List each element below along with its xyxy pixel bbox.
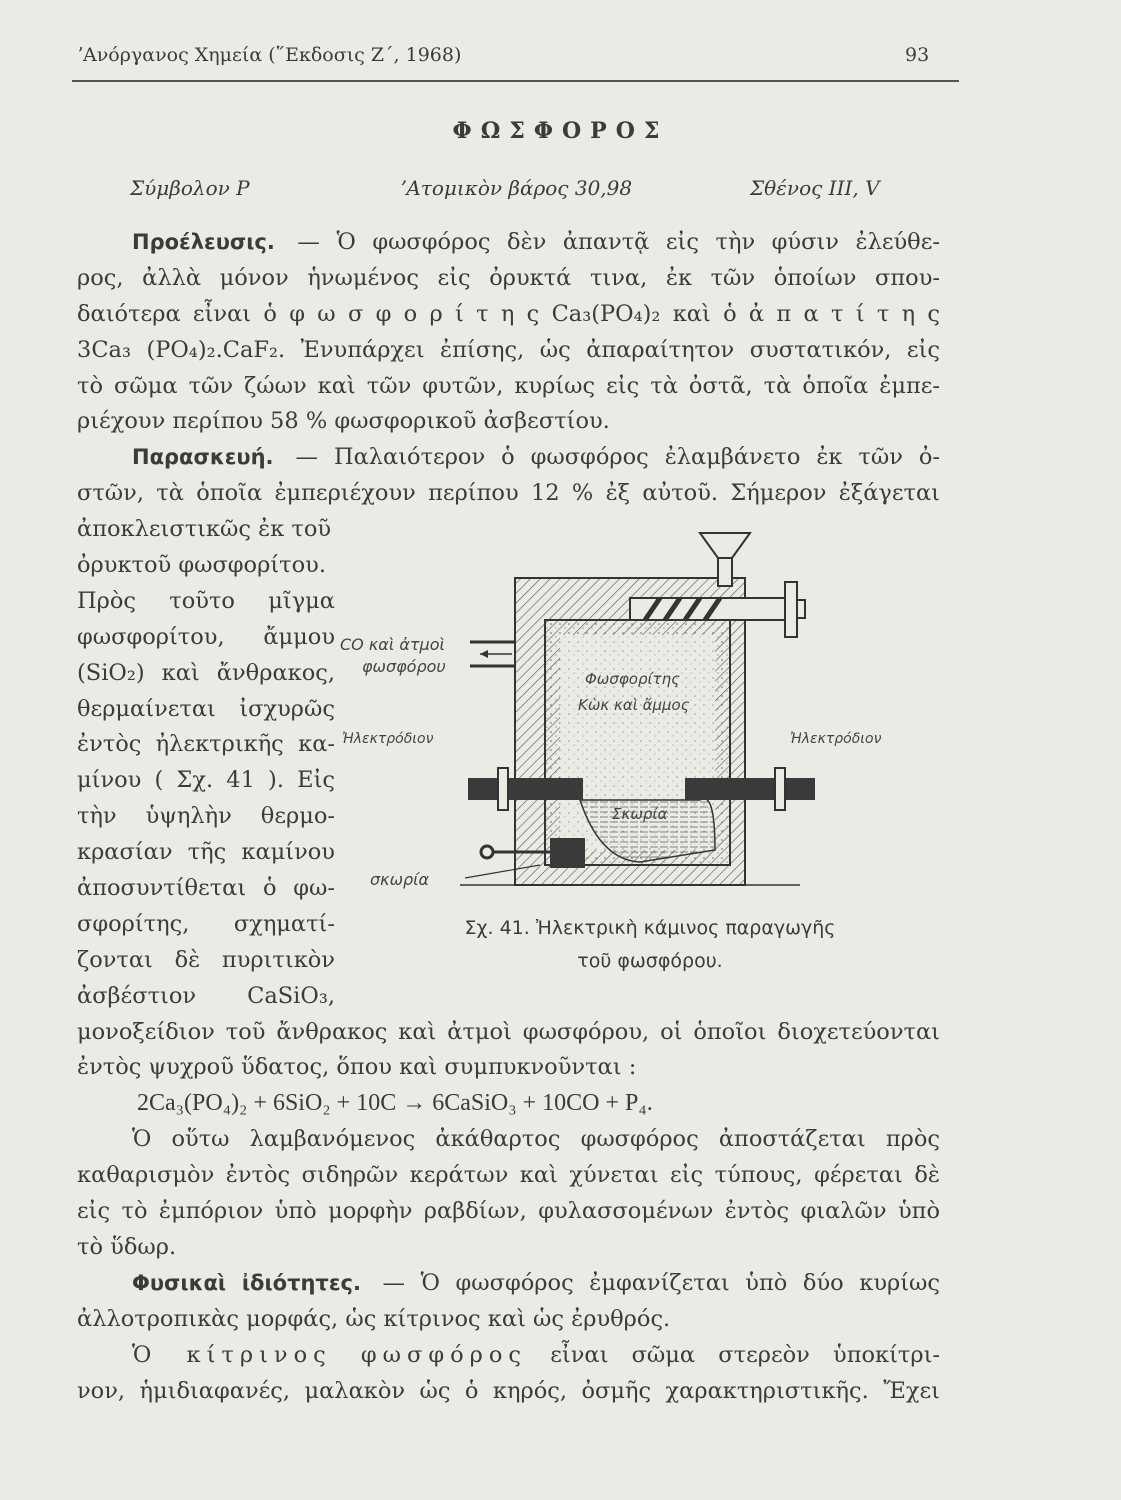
text-line [77,1050,940,1086]
text-line [77,692,335,728]
header-rule [72,80,959,82]
line-text: — Παλαιότερον ὁ φωσφόρος ἐλαμβάνετο ἐκ τῶν ὀ- [295,444,940,471]
section-heading: Προέλευσις. [132,230,275,254]
text-line [77,548,335,584]
line-text: Ὁ οὕτω λαμβανόμενος ἀκάθαρτος φωσφόρος ἀποστάζεται πρὸς [132,1126,940,1153]
line-text: εἶναι σῶμα στερεὸν ὑποκίτρι- [550,1341,941,1368]
text-line [77,512,335,548]
text-line [77,1374,940,1410]
line-text: 3Ca₃ (PO₄)₂.CaF₂. Ἐνυπάρχει ἐπίσης, ὡς ἀπαραίτητον συστατικόν, εἰς [77,336,940,363]
line-text: ριέχουν περίπου 58 % φωσφορικοῦ ἀσβεστίου. [77,408,610,435]
line-text: κρασίαν τῆς καμίνου [77,839,335,866]
text-line [77,871,335,907]
text-line [77,476,940,512]
line-text: στῶν, τὰ ὁποῖα ἐμπεριέχουν περίπου 12 % ἐξ αὐτοῦ. Σήμερον ἐξάγεται [77,480,940,507]
line-text: ἀλλοτροπικὰς μορφάς, ὡς κίτρινος καὶ ὡς ἐρυθρός. [77,1305,671,1332]
text-line [77,584,335,620]
text-line [77,369,940,405]
text-line [77,835,335,871]
line-text: τὴν ὑψηλὴν θερμο- [77,803,335,830]
label-slag-out: σκωρία [370,870,430,889]
text-line [77,404,940,440]
label-charge-1: Φωσφορίτης [585,670,680,688]
text-line [77,1158,940,1194]
text-line [77,727,335,763]
line-text: ἀποκλειστικῶς ἐκ τοῦ [77,516,332,543]
line-text: ζονται δὲ πυριτικὸν [77,946,335,973]
line-text: σφορίτης, σχηματί- [77,910,335,937]
gas-arrow-icon [480,650,512,658]
text-line [77,261,940,297]
line-text: μίνου ( Σχ. 41 ). Εἰς [77,767,335,794]
line-text: 2Ca₃(PO₄)₂ + 6SiO₂ + 10C → 6CaSiO₃ + 10CO + P₄. [137,1090,653,1117]
text-line [77,1302,940,1338]
text-line [77,1230,940,1266]
section-heading: Φυσικαὶ ἰδιότητες. [132,1270,361,1295]
line-text: ἐντὸς ψυχροῦ ὕδατος, ὅπου καὶ συμπυκνοῦνται : [77,1054,637,1081]
line-text: τὸ ὕδωρ. [77,1233,177,1260]
text-line [77,1194,940,1230]
line-text: ὀρυκτοῦ φωσφορίτου. [77,552,326,579]
section-heading: Παρασκευή. [132,445,274,470]
label-charge-2: Κὼκ καὶ ἄμμος [578,696,690,714]
text-line [77,943,335,979]
line-text: (SiO₂) καὶ ἄνθρακος, [77,659,335,686]
line-text: καθαρισμὸν ἐντὸς σιδηρῶν κεράτων καὶ χύνεται εἰς τύπους, φέρεται δὲ [77,1162,940,1189]
line-text: μονοξείδιον τοῦ ἄνθρακος καὶ ἀτμοὶ φωσφόρου, οἱ ὁποῖοι διοχετεύονται [77,1018,940,1045]
line-text: εἰς τὸ ἐμπόριον ὑπὸ μορφὴν ραβδίων, φυλασσομένων ἐντὸς φιαλῶν ὑπὸ [77,1198,940,1225]
text-line [77,799,335,835]
atomic-weight: ʼΑτομικὸν βάρος 30,98 [400,176,633,200]
line-text: θερμαίνεται ἰσχυρῶς [77,695,335,722]
figure-caption: Σχ. 41. Ἠλεκτρικὴ κάμινος παραγωγῆς [464,917,836,939]
page-number: 93 [905,44,930,66]
label-electrode-left: Ἠλεκτρόδιον [342,731,434,747]
line-text: ἐντὸς ἠλεκτρικῆς κα- [77,731,335,758]
text-line [77,333,940,369]
text-line [77,979,335,1015]
line-text: νον, ἡμιδιαφανές, μαλακὸν ὡς ὁ κηρός, ὀσμῆς χαρακτηριστικῆς. Ἔχει [77,1377,940,1404]
text-line [77,297,940,333]
line-text: ἀποσυντίθεται ὁ φω- [77,875,335,902]
furnace-figure [330,525,950,905]
text-line [77,1122,940,1158]
line-text: δαιότερα εἶναι ὁ φ ω σ φ ο ρ ί τ η ς Ca₃(PO₄)₂ καὶ ὁ ἀ π α τ ί τ η ς [77,300,940,327]
label-gas-out-1: CO καὶ ἀτμοὶ [340,635,445,654]
emphasized-term: Ὁ κίτρινος φωσφόρος [132,1341,528,1368]
running-title: ʼΑνόργανος Χημεία (῞Εκδοσις Ζ΄, 1968) [77,44,462,66]
line-text: ρος, ἀλλὰ μόνον ἡνωμένος εἰς ὀρυκτά τινα, ἐκ τῶν ὁποίων σπου- [77,264,940,291]
label-electrode-right: Ἠλεκτρόδιον [790,731,882,747]
label-gas-out-2: φωσφόρου [362,657,446,676]
valence: Σθένος III, V [750,176,880,200]
chemical-equation [77,1086,940,1122]
text-line [77,225,940,261]
text-line [77,656,335,692]
label-slag-inside: Σκωρία [612,805,668,823]
text-line [77,1266,940,1302]
element-symbol: Σύμβολον P [130,176,250,200]
line-text: φωσφορίτου, ἄμμου [77,623,335,650]
line-text: Πρὸς τοῦτο μῖγμα [77,587,335,614]
text-line [77,763,335,799]
line-text: — Ὁ φωσφόρος δὲν ἀπαντᾷ εἰς τὴν φύσιν ἐλεύθε- [297,229,940,255]
text-line [77,1338,940,1374]
text-line [77,440,940,476]
line-text: — Ὁ φωσφόρος ἐμφανίζεται ὑπὸ δύο κυρίως [382,1269,940,1296]
text-line [77,1015,940,1051]
chapter-title: ΦΩΣΦΟΡΟΣ [452,118,669,144]
text-line [77,620,335,656]
line-text: ἀσβέστιον CaSiO₃, [77,982,335,1009]
line-text: τὸ σῶμα τῶν ζώων καὶ τῶν φυτῶν, κυρίως εἰς τὰ ὀστᾶ, τὰ ὁποῖα ἐμπε- [77,372,940,399]
text-line [77,907,335,943]
figure-caption-cont: τοῦ φωσφόρου. [577,950,723,972]
